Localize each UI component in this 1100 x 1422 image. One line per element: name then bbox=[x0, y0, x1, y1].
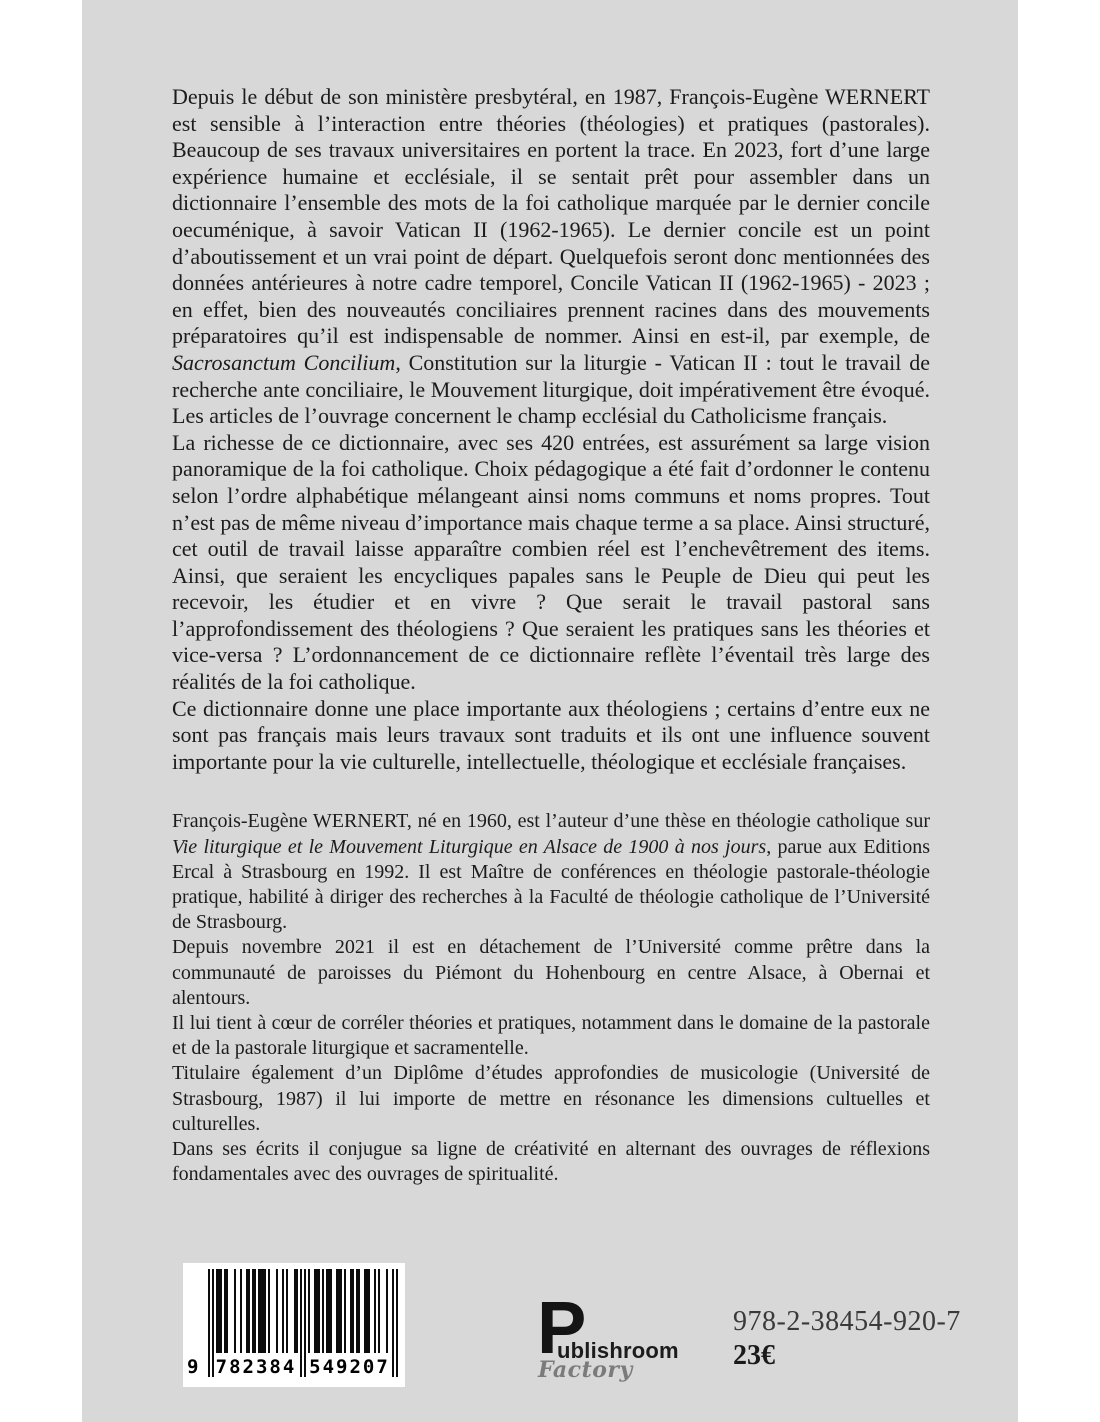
back-cover bbox=[82, 0, 1018, 1422]
text-run: Il lui tient à cœur de corréler théories et pratiques, notamment dans le domaine de la pastorale et de la pastorale liturgique et sacramentelle. bbox=[172, 1012, 930, 1060]
barcode-digit-group1: 782384 bbox=[215, 1356, 297, 1378]
bio-paragraph bbox=[172, 935, 930, 1011]
bio-paragraph bbox=[172, 1061, 930, 1137]
bio-paragraph bbox=[172, 1011, 930, 1061]
synopsis-paragraph bbox=[172, 84, 930, 430]
barcode-digit-first: 9 bbox=[187, 1356, 199, 1378]
barcode-digit-group2: 549207 bbox=[309, 1356, 390, 1378]
synopsis-paragraph bbox=[172, 696, 930, 776]
barcode bbox=[183, 1263, 405, 1387]
publisher-logo-factory: Factory bbox=[538, 1357, 633, 1383]
bio-paragraph bbox=[172, 809, 930, 935]
italic-run: Vie liturgique et le Mouvement Liturgique en Alsace de 1900 à nos jours bbox=[172, 835, 767, 858]
italic-run: Sacrosanctum Concilium bbox=[172, 349, 396, 375]
text-run: François-Eugène WERNERT, né en 1960, est l’auteur d’une thèse en théologie catholique sur bbox=[172, 810, 930, 833]
author-bio-block bbox=[172, 809, 930, 1187]
text-run: Dans ses écrits il conjugue sa ligne de créativité en alternant des ouvrages de réflexions fondamentales avec des ouvrages de spiritualité. bbox=[172, 1138, 930, 1186]
text-run: Titulaire également d’un Diplôme d’études approfondies de musicologie (Université de Strasbourg, 1987) il lui importe de mettre en résonance les dimensions cultuelles et culturelles. bbox=[172, 1062, 930, 1135]
publisher-logo-name: ublishroom bbox=[557, 1338, 679, 1363]
publisher-logo-initial: P bbox=[537, 1286, 587, 1369]
synopsis-block bbox=[172, 84, 930, 775]
text-run: La richesse de ce dictionnaire, avec ses 420 entrées, est assurément sa large vision panoramique de la foi catholique. Choix pédagogique a été fait d’ordonner le contenu selon l’ordre alphabétique mélangeant ainsi noms communs et noms propres. Tout n’est pas de même niveau d’importance mais chaque terme a sa place. Ainsi structuré, cet outil de travail laisse apparaître combien réel est l’enchevêtrement des items. Ainsi, que seraient les encycliques papales sans le Peuple de Dieu qui peut les recevoir, les étudier et en vivre ? Que serait le travail pastoral sans l’approfondissement des théologiens ? Que seraient les pratiques sans les théories et vice-versa ? L’ordonnancement de ce dictionnaire reflète l’éventail très large des réalités de la foi catholique. bbox=[172, 429, 930, 695]
isbn-text: 978-2-38454-920-7 bbox=[733, 1306, 961, 1337]
price-text: 23€ bbox=[733, 1340, 775, 1371]
synopsis-paragraph bbox=[172, 430, 930, 696]
text-column bbox=[172, 84, 930, 1187]
text-run: Ce dictionnaire donne une place importante aux théologiens ; certains d’entre eux ne sont pas français mais leurs travaux sont traduits et ils ont une influence souvent importante pour la vie culturelle, intellectuelle, théologique et ecclésiale françaises. bbox=[172, 695, 930, 774]
bio-paragraph bbox=[172, 1137, 930, 1187]
text-run: Depuis novembre 2021 il est en détachement de l’Université comme prêtre dans la communauté de paroisses du Piémont du Hohenbourg en centre Alsace, à Obernai et alentours. bbox=[172, 936, 930, 1009]
text-run: , Constitution sur la liturgie - Vatican II : tout le travail de recherche ante conciliaire, le Mouvement liturgique, doit impérativement être évoqué. Les articles de l’ouvrage concernent le champ ecclésial du Catholicisme français. bbox=[172, 349, 930, 429]
text-run: , parue aux Editions Ercal à Strasbourg en 1992. Il est Maître de conférences en théologie pastorale-théologie pratique, habilité à diriger des recherches à la Faculté de théologie catholique de l’Université de Strasbourg. bbox=[172, 835, 930, 934]
text-run: Depuis le début de son ministère presbytéral, en 1987, François-Eugène WERNERT est sensible à l’interaction entre théories (théologies) et pratiques (pastorales). Beaucoup de ses travaux universitaires en portent la trace. En 2023, fort d’une large expérience humaine et ecclésiale, il se sentait prêt pour assembler dans un dictionnaire l’ensemble des mots de la foi catholique marquée par le dernier concile oecuménique, à savoir Vatican II (1962-1965). Le dernier concile est un point d’aboutissement et un vrai point de départ. Quelquefois seront donc mentionnées des données antérieures à notre cadre temporel, Concile Vatican II (1962-1965) - 2023 ; en effet, bien des nouveautés conciliaires prennent racines dans des mouvements préparatoires qu’il est indispensable de nommer. Ainsi en est-il, par exemple, de bbox=[172, 84, 930, 349]
